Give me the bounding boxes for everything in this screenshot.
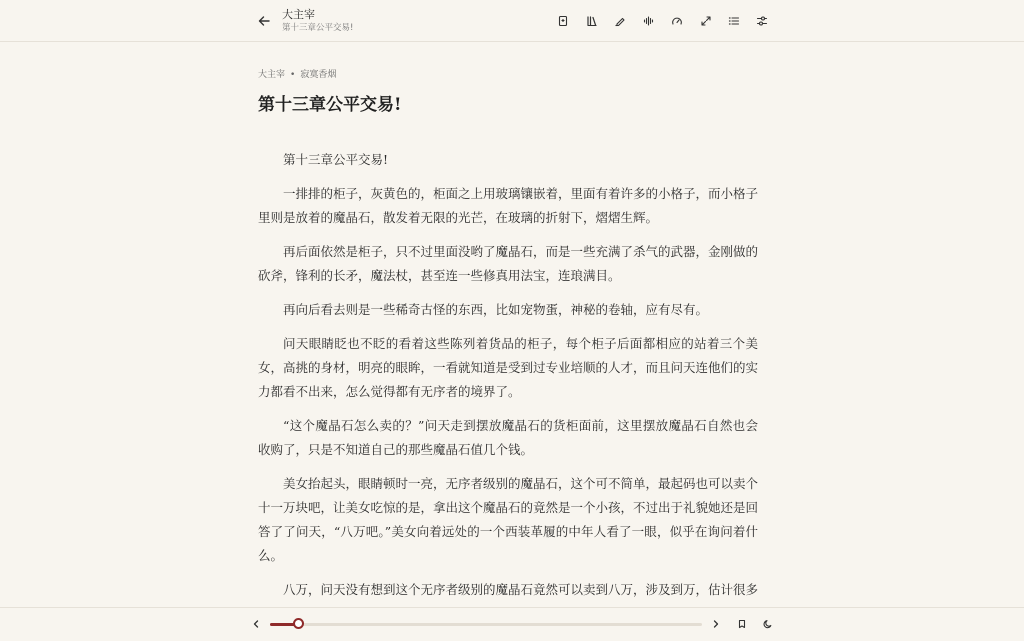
book-title: 大主宰	[282, 8, 315, 21]
library-button[interactable]	[583, 12, 601, 30]
audio-wave-icon	[643, 15, 655, 27]
settings-sliders-icon	[756, 15, 768, 27]
chapter-body	[258, 148, 758, 626]
highlight-pen-icon	[614, 15, 626, 27]
speed-gauge-icon	[671, 15, 683, 27]
read-aloud-button[interactable]	[640, 12, 658, 30]
arrow-left-icon	[258, 15, 270, 27]
highlight-button[interactable]	[611, 12, 629, 30]
fullscreen-icon	[700, 15, 712, 27]
chapter-title: 第十三章公平交易!	[258, 95, 402, 115]
settings-button[interactable]	[753, 12, 771, 30]
table-of-contents-icon	[728, 15, 740, 27]
night-mode-button[interactable]	[760, 616, 776, 632]
breadcrumb-book[interactable]: 大主宰	[258, 70, 286, 80]
bookmark-icon	[737, 619, 747, 629]
previous-chapter-button[interactable]	[248, 616, 264, 632]
paragraph: 问天眼睛眨也不眨的看着这些陈列着货品的柜子，每个柜子后面都相应的站着三个美女，高挑的身材，明亮的眼眸，一看就知道是受到过专业培顺的人才，而且问天连他们的实力都看不出来，怎么觉得都有无序者的境界了。	[258, 336, 759, 399]
progress-handle[interactable]	[293, 618, 304, 629]
reading-progress-slider[interactable]	[270, 623, 702, 626]
paragraph: 一排排的柜子，灰黄色的，柜面之上用玻璃镶嵌着，里面有着许多的小格子，而小格子里则是放着的魔晶石，散发着无限的光芒，在玻璃的折射下，熠熠生辉。	[258, 186, 759, 225]
next-chapter-button[interactable]	[708, 616, 724, 632]
breadcrumb	[258, 68, 758, 82]
chevron-left-icon	[251, 619, 261, 629]
chevron-right-icon	[711, 619, 721, 629]
reading-speed-button[interactable]	[668, 12, 686, 30]
bottom-bar	[0, 607, 1024, 641]
paragraph: 再后面依然是柜子，只不过里面没哟了魔晶石，而是一些充满了杀气的武器，金刚做的砍斧，锋利的长矛，魔法杖，甚至连一些修真用法宝，连琅满目。	[258, 244, 759, 283]
fullscreen-button[interactable]	[697, 12, 715, 30]
library-icon	[586, 15, 598, 27]
bookmark-add-icon	[557, 15, 569, 27]
bookmark-button[interactable]	[734, 616, 750, 632]
paragraph: 美女抬起头，眼睛顿时一亮，无序者级别的魔晶石，这个可不简单，最起码也可以卖个十一万块吧，让美女吃惊的是，拿出这个魔晶石的竟然是一个小孩，不过出于礼貌她还是回答了了问天，“八万吧。”美女向着远处的一个西装革履的中年人看了一眼，似乎在询问着什么。	[258, 476, 759, 563]
moon-icon	[763, 619, 773, 629]
paragraph: 八万，问天没有想到这个无序者级别的魔晶石竟然可以卖到八万，涉及到万，估计很多	[283, 582, 759, 597]
table-of-contents-button[interactable]	[725, 12, 743, 30]
breadcrumb-author[interactable]: 寂寞香烟	[300, 70, 337, 80]
chapter-subtitle: 第十三章公平交易!	[282, 23, 354, 33]
top-bar	[0, 0, 1024, 42]
title-block	[282, 8, 353, 34]
bookmark-add-button[interactable]	[554, 12, 572, 30]
paragraph: 再向后看去则是一些稀奇古怪的东西，比如宠物蛋，神秘的卷轴，应有尽有。	[283, 302, 709, 317]
back-button[interactable]	[254, 11, 274, 31]
reader-content	[258, 68, 758, 636]
paragraph: 第十三章公平交易!	[283, 152, 389, 167]
breadcrumb-separator: •	[290, 70, 296, 80]
paragraph: “这个魔晶石怎么卖的？”问天走到摆放魔晶石的货柜面前，这里摆放魔晶石自然也会收购了，只是不知道自己的那些魔晶石值几个钱。	[258, 418, 758, 457]
